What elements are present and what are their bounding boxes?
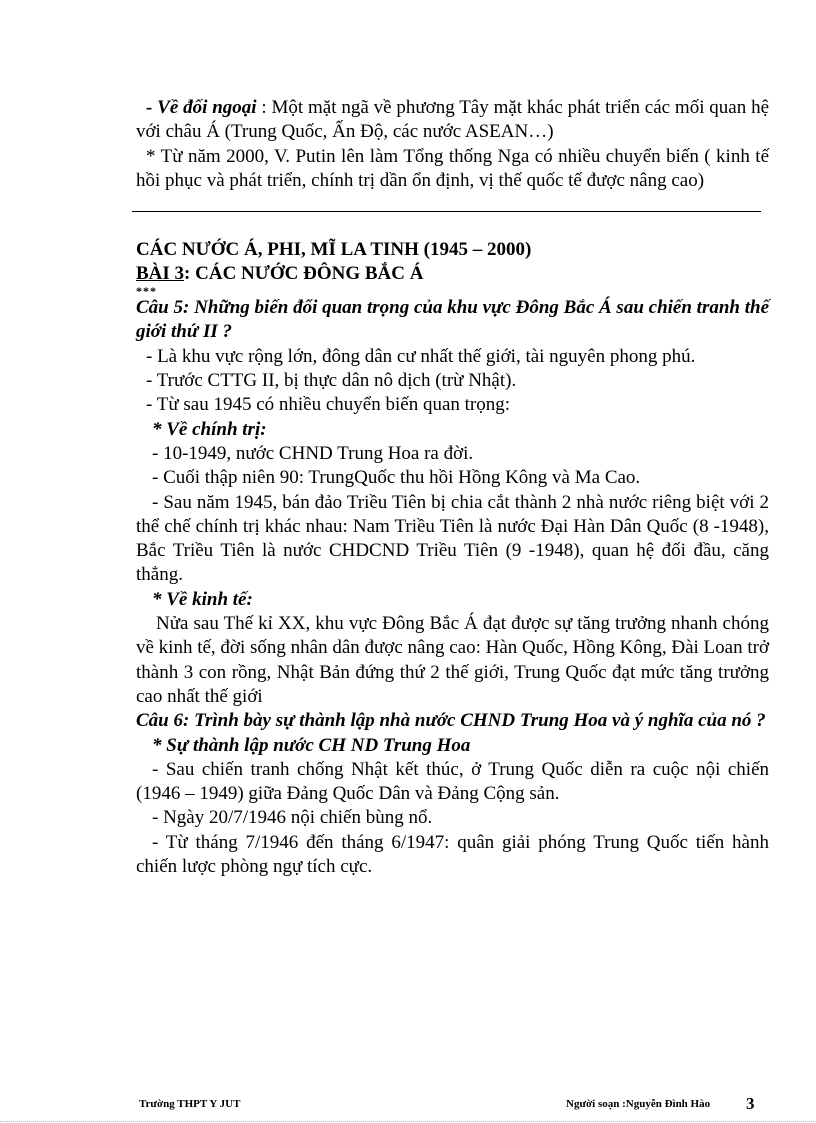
q6-line-3: - Từ tháng 7/1946 đến tháng 6/1947: quân giải phóng Trung Quốc tiến hành chiến lược phòng ngự tích cực. [136, 831, 769, 878]
question-5-heading: Câu 5: Những biến đổi quan trọng của khu vực Đông Bắc Á sau chiến tranh thế giới thứ II ? [136, 297, 770, 343]
q6-line-1: - Sau chiến tranh chống Nhật kết thúc, ở Trung Quốc diễn ra cuộc nội chiến (1946 – 1949) giữa Đảng Quốc Dân và Đảng Cộng sản. [136, 758, 769, 805]
lesson-title [136, 262, 769, 286]
putin-paragraph: * Từ năm 2000, V. Putin lên làm Tổng thống Nga có nhiều chuyển biến ( kinh tế hồi phục và phát triển, chính trị dần ổn định, vị thế quốc tế được nâng cao) [136, 145, 769, 191]
section-divider [132, 211, 761, 212]
foreign-policy-paragraph [136, 96, 769, 145]
lesson-number: BÀI 3 [136, 263, 185, 285]
foreign-policy-text: : Một mặt ngã về phương Tây mặt khác phát triển các mối quan hệ với châu Á (Trung Quốc, Ấn Độ, các nước ASEAN…) [136, 97, 769, 143]
q5-line-3: - Từ sau 1945 có nhiều chuyển biến quan trọng: [146, 394, 511, 416]
foreign-policy-lead: - Về đối ngoại [146, 97, 257, 118]
page-bottom-edge [0, 1121, 816, 1122]
lesson-title-text: : CÁC NƯỚC ĐÔNG BẮC Á [184, 263, 424, 285]
section-stars: *** [136, 284, 157, 299]
q6-line-2: - Ngày 20/7/1946 nội chiến bùng nổ. [152, 807, 433, 829]
politics-heading: * Về chính trị: [152, 418, 267, 440]
page-content [136, 96, 769, 879]
economy-heading: * Về kinh tế: [152, 588, 253, 610]
q5-line-1: - Là khu vực rộng lớn, đông dân cư nhất thế giới, tài nguyên phong phú. [146, 345, 696, 367]
q5-line-5: - Cuối thập niên 90: TrungQuốc thu hồi Hồng Kông và Ma Cao. [152, 467, 641, 489]
section-title: CÁC NƯỚC Á, PHI, MĨ LA TINH (1945 – 2000) [136, 239, 532, 261]
q5-line-4: - 10-1949, nước CHND Trung Hoa ra đời. [152, 442, 474, 464]
footer-author: Người soạn :Nguyễn Đình Hào [566, 1098, 711, 1110]
footer-school: Trường THPT Y JUT [139, 1098, 241, 1110]
page-number: 3 [746, 1094, 755, 1113]
q5-line-6: - Sau năm 1945, bán đảo Triều Tiên bị chia cắt thành 2 nhà nước riêng biệt với 2 thể chế chính trị khác nhau: Nam Triều Tiên là nước Đại Hàn Dân Quốc (8 -1948), Bắc Triều Tiên là nước CHDCND Triều Tiên (9 -1948), quan hệ đối đầu, căng thẳng. [136, 491, 769, 586]
question-6-heading: Câu 6: Trình bày sự thành lập nhà nước CHND Trung Hoa và ý nghĩa của nó ? [136, 710, 766, 732]
q5-line-2: - Trước CTTG II, bị thực dân nô dịch (trừ Nhật). [146, 370, 517, 392]
founding-heading: * Sự thành lập nước CH ND Trung Hoa [152, 734, 471, 756]
q5-line-7: Nửa sau Thế kỉ XX, khu vực Đông Bắc Á đạt được sự tăng trưởng nhanh chóng về kinh tế, đời sống nhân dân được nâng cao: Hàn Quốc, Hồng Kông, Đài Loan trở thành 3 con rồng, Nhật Bản đứng thứ 2 thế giới, Trung Quốc đạt mức tăng trưởng cao nhất thế giới [136, 613, 769, 707]
